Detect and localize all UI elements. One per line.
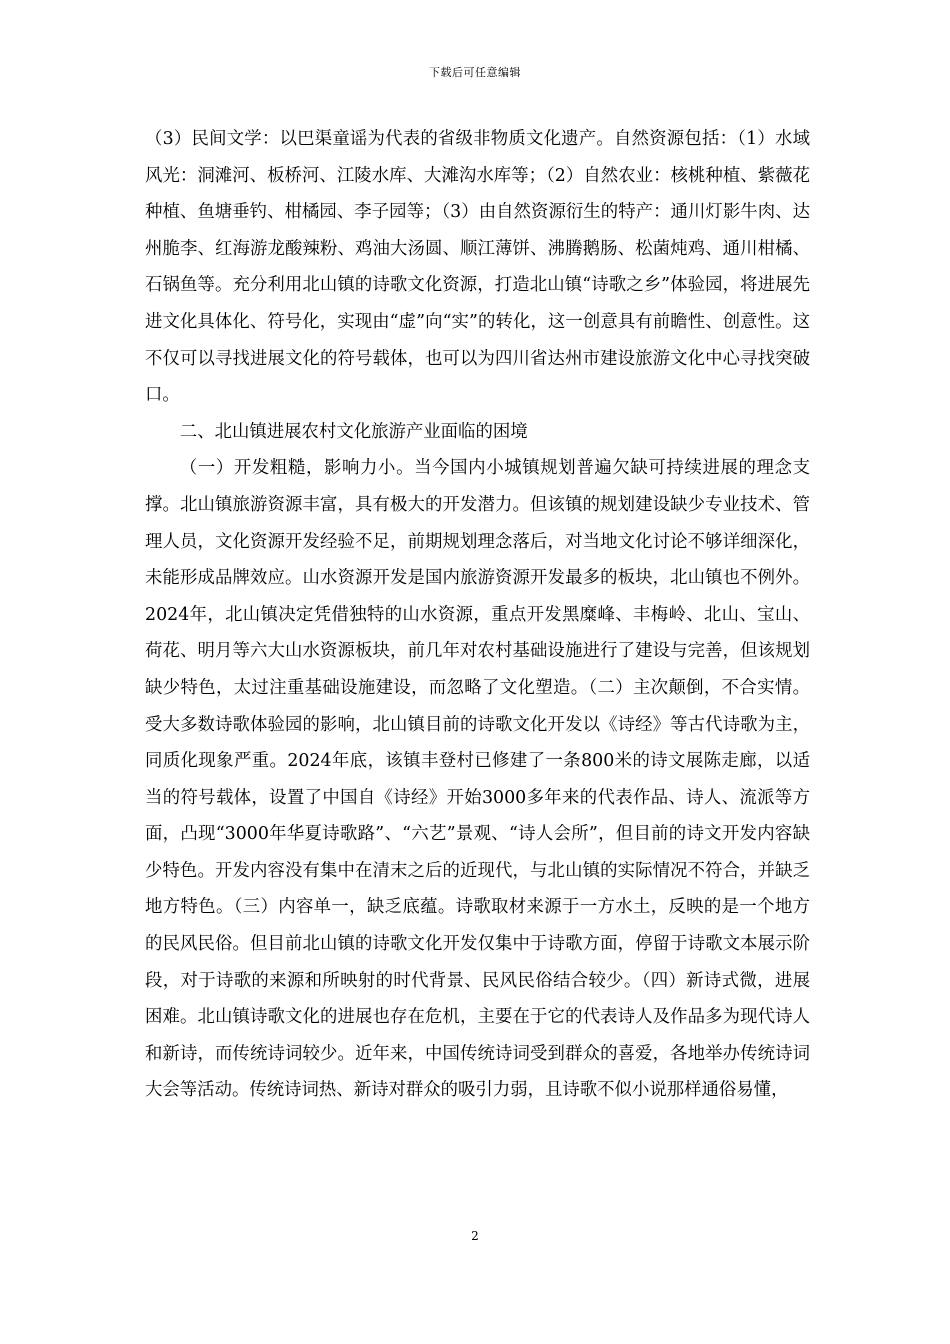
document-body (145, 121, 810, 1109)
paragraph-resources: （3）民间文学：以巴渠童谣为代表的省级非物质文化遗产。自然资源包括：（1）水域风光：洞滩河、板桥河、江陵水库、大滩沟水库等；（2）自然农业：核桃种植、紫薇花种植、鱼塘垂钓、柑橘园、李子园等；（3）由自然资源衍生的特产：通川灯影牛肉、达州脆李、红海游龙酸辣粉、鸡油大汤圆、顺江薄饼、沸腾鹅肠、松菌炖鸡、通川柑橘、石锅鱼等。充分利用北山镇的诗歌文化资源，打造北山镇“诗歌之乡”体验园，将进展先进文化具体化、符号化，实现由“虚”向“实”的转化，这一创意具有前瞻性、创意性。这不仅可以寻找进展文化的符号载体，也可以为四川省达州市建设旅游文化中心寻找突破口。 (145, 129, 810, 406)
paragraph-difficulties: （一）开发粗糙，影响力小。当今国内小城镇规划普遍欠缺可持续进展的理念支撑。北山镇旅游资源丰富，具有极大的开发潜力。但该镇的规划建设缺少专业技术、管理人员，文化资源开发经验不足，前期规划理念落后，对当地文化讨论不够详细深化，未能形成品牌效应。山水资源开发是国内旅游资源开发最多的板块，北山镇也不例外。2024年，北山镇决定凭借独特的山水资源，重点开发黑糜峰、丰梅岭、北山、宝山、荷花、明月等六大山水资源板块，前几年对农村基础设施进行了建设与完善，但该规划缺少特色，太过注重基础设施建设，而忽略了文化塑造。（二）主次颠倒，不合实情。受大多数诗歌体验园的影响，北山镇目前的诗歌文化开发以《诗经》等古代诗歌为主，同质化现象严重。2024年底，该镇丰登村已修建了一条800米的诗文展陈走廊，以适当的符号载体，设置了中国自《诗经》开始3000多年来的代表作品、诗人、流派等方面，凸现“3000年华夏诗歌路”、“六艺”景观、“诗人会所”，但目前的诗文开发内容缺少特色。开发内容没有集中在清末之后的近现代，与北山镇的实际情况不符合，并缺乏地方特色。（三）内容单一，缺乏底蕴。诗歌取材来源于一方水土，反映的是一个地方的民风民俗。但目前北山镇的诗歌文化开发仅集中于诗歌方面，停留于诗歌文本展示阶段，对于诗歌的来源和所映射的时代背景、民风民俗结合较少。（四）新诗式微，进展困难。北山镇诗歌文化的进展也存在危机，主要在于它的代表诗人及作品多为现代诗人和新诗，而传统诗词较少。近年来，中国传统诗词受到群众的喜爱，各地举办传统诗词大会等活动。传统诗词热、新诗对群众的吸引力弱，且诗歌不似小说那样通俗易懂， (145, 458, 810, 1101)
section-heading: 二、北山镇进展农村文化旅游产业面临的困境 (179, 421, 528, 442)
page-number: 2 (471, 1229, 479, 1243)
page-header: 下载后可任意编辑 (429, 66, 521, 79)
